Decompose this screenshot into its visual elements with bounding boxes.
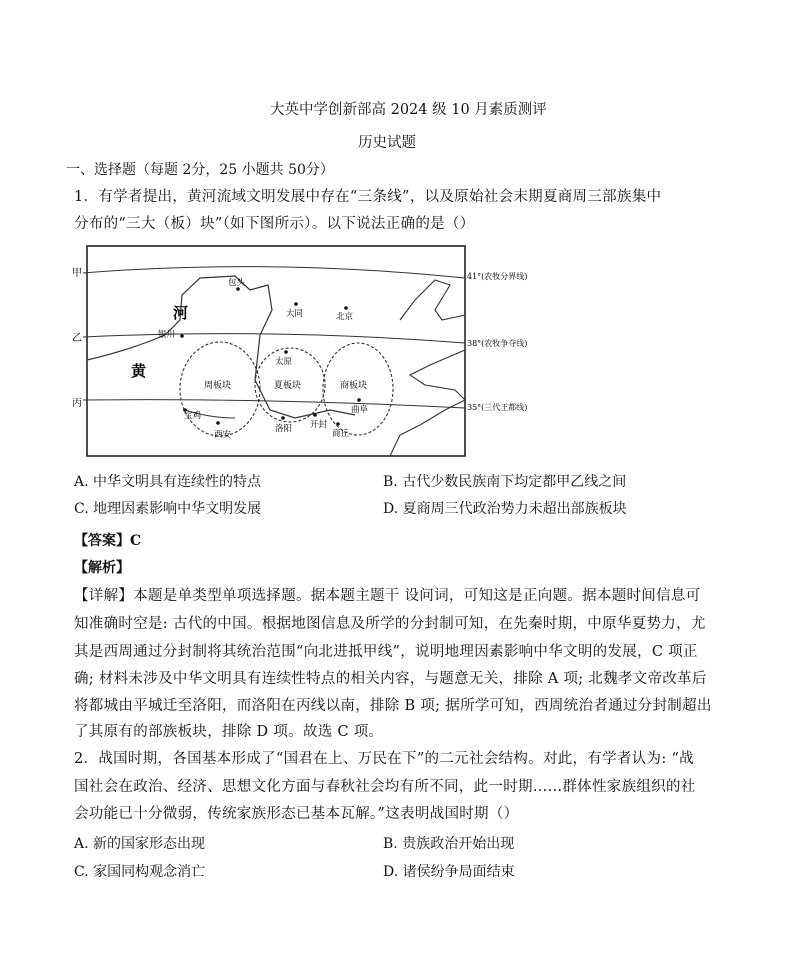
block-label-shang: 商板块 [340, 381, 368, 391]
city-label-qufu: 曲阜 [351, 405, 369, 415]
city-dot-kaifeng [313, 413, 317, 417]
q2-option-b: B. 贵族政治开始出现 [383, 836, 515, 852]
river-char-he: 河 [173, 304, 189, 322]
q2-option-a: A. 新的国家形态出现 [74, 836, 206, 852]
page-subtitle: 历史试题 [358, 135, 416, 151]
q1-stem-line-1: 1．有学者提出，黄河流域文明发展中存在“三条线”，以及原始社会末期夏商周三部族集中 [74, 189, 662, 205]
latitude-line-bing [83, 400, 465, 408]
city-dot-datong [294, 302, 298, 306]
city-dot-yinchuan [180, 334, 184, 338]
answer-line [74, 530, 141, 550]
block-label-zhou: 周板块 [204, 381, 232, 391]
detail-line-2: 知准确时空是: 古代的中国。根据地图信息及所学的分封制可知，在先秦时期，中原华夏势力，尤 [74, 616, 706, 632]
q1-option-a: A. 中华文明具有连续性的特点 [74, 474, 262, 490]
section-heading: 一、选择题（每题 2分，25 小题共 50分） [66, 162, 334, 178]
city-label-yinchuan: 银川 [158, 330, 176, 340]
q1-option-d: D. 夏商周三代政治势力未超出部族板块 [383, 501, 627, 517]
answer-tag: 【答案】 [74, 533, 130, 549]
city-label-shangqiu: 商丘 [332, 429, 350, 439]
city-label-datong: 大同 [286, 309, 304, 319]
city-dot-qufu [357, 398, 361, 402]
page-title: 大英中学创新部高 2024 级 10 月素质测评 [270, 102, 547, 118]
city-label-xian: 西安 [214, 430, 232, 440]
city-label-beijing: 北京 [336, 312, 354, 322]
detail-line-6: 了其原有的部族板块，排除 D 项。故选 C 项。 [74, 724, 384, 740]
river-char-huang: 黄 [131, 362, 147, 380]
map-label-bing: 丙 [72, 398, 82, 409]
city-label-baotou: 包头 [228, 278, 246, 288]
q1-map-figure [70, 240, 550, 462]
q2-stem-line-1: 2．战国时期，各国基本形成了“国君在上、万民在下”的二元社会结构。对此，有学者认为: “战 [74, 751, 694, 767]
city-dot-shangqiu [336, 422, 340, 426]
line-label-35: 35°(三代王都线) [467, 403, 528, 412]
q2-option-c: C. 家国同构观念消亡 [74, 864, 206, 880]
city-dot-xian [216, 421, 220, 425]
city-label-baoji: 宝鸡 [184, 411, 202, 421]
detail-line-1: 【详解】本题是单类型单项选择题。据本题主题干 设问词，可知这是正向题。据本题时间信息可 [74, 588, 701, 604]
q1-stem-line-2: 分布的“三大（板）块”（如下图所示）。以下说法正确的是（） [74, 216, 475, 232]
q2-stem-line-2: 国社会在政治、经济、思想文化方面与春秋社会均有所不同，此一时期……群体性家族组织的社 [74, 779, 696, 795]
city-label-taiyuan: 太原 [275, 357, 293, 367]
map-label-jia: 甲 [72, 268, 82, 279]
q2-stem-line-3: 会功能已十分微弱，传统家族形态已基本瓦解。”这表明战国时期（） [74, 806, 519, 822]
line-label-38: 38°(农牧争夺线) [467, 339, 528, 348]
block-label-xia: 夏板块 [274, 381, 302, 391]
city-dot-taiyuan [284, 350, 288, 354]
coastline-path [390, 280, 465, 456]
q1-option-c: C. 地理因素影响中华文明发展 [74, 501, 262, 517]
q1-option-b: B. 古代少数民族南下均定都甲乙线之间 [383, 474, 627, 490]
q2-option-d: D. 诸侯纷争局面结束 [383, 864, 515, 880]
latitude-line-jia [83, 267, 465, 278]
city-dot-luoyang [281, 416, 285, 420]
map-label-yi: 乙 [72, 333, 82, 344]
line-label-41: 41°(农牧分界线) [467, 272, 528, 281]
city-label-luoyang: 洛阳 [275, 424, 293, 434]
answer-value: C [130, 533, 142, 549]
city-label-kaifeng: 开封 [310, 420, 328, 430]
analysis-tag: 【解析】 [74, 560, 130, 576]
latitude-line-yi [83, 334, 465, 343]
city-dot-beijing [344, 306, 348, 310]
detail-line-3: 其是西周通过分封制将其统治范围“向北进抵甲线”，说明地理因素影响中华文明的发展，C 项正 [74, 644, 698, 660]
yellow-river-path [87, 276, 355, 418]
detail-line-5: 将都城由平城迁至洛阳，而洛阳在丙线以南，排除 B 项; 据所学可知，西周统治者通过分封制超出 [74, 698, 712, 714]
detail-line-4: 确; 材料未涉及中华文明具有连续性特点的相关内容，与题意无关，排除 A 项; 北魏孝文帝改革后 [74, 671, 707, 687]
